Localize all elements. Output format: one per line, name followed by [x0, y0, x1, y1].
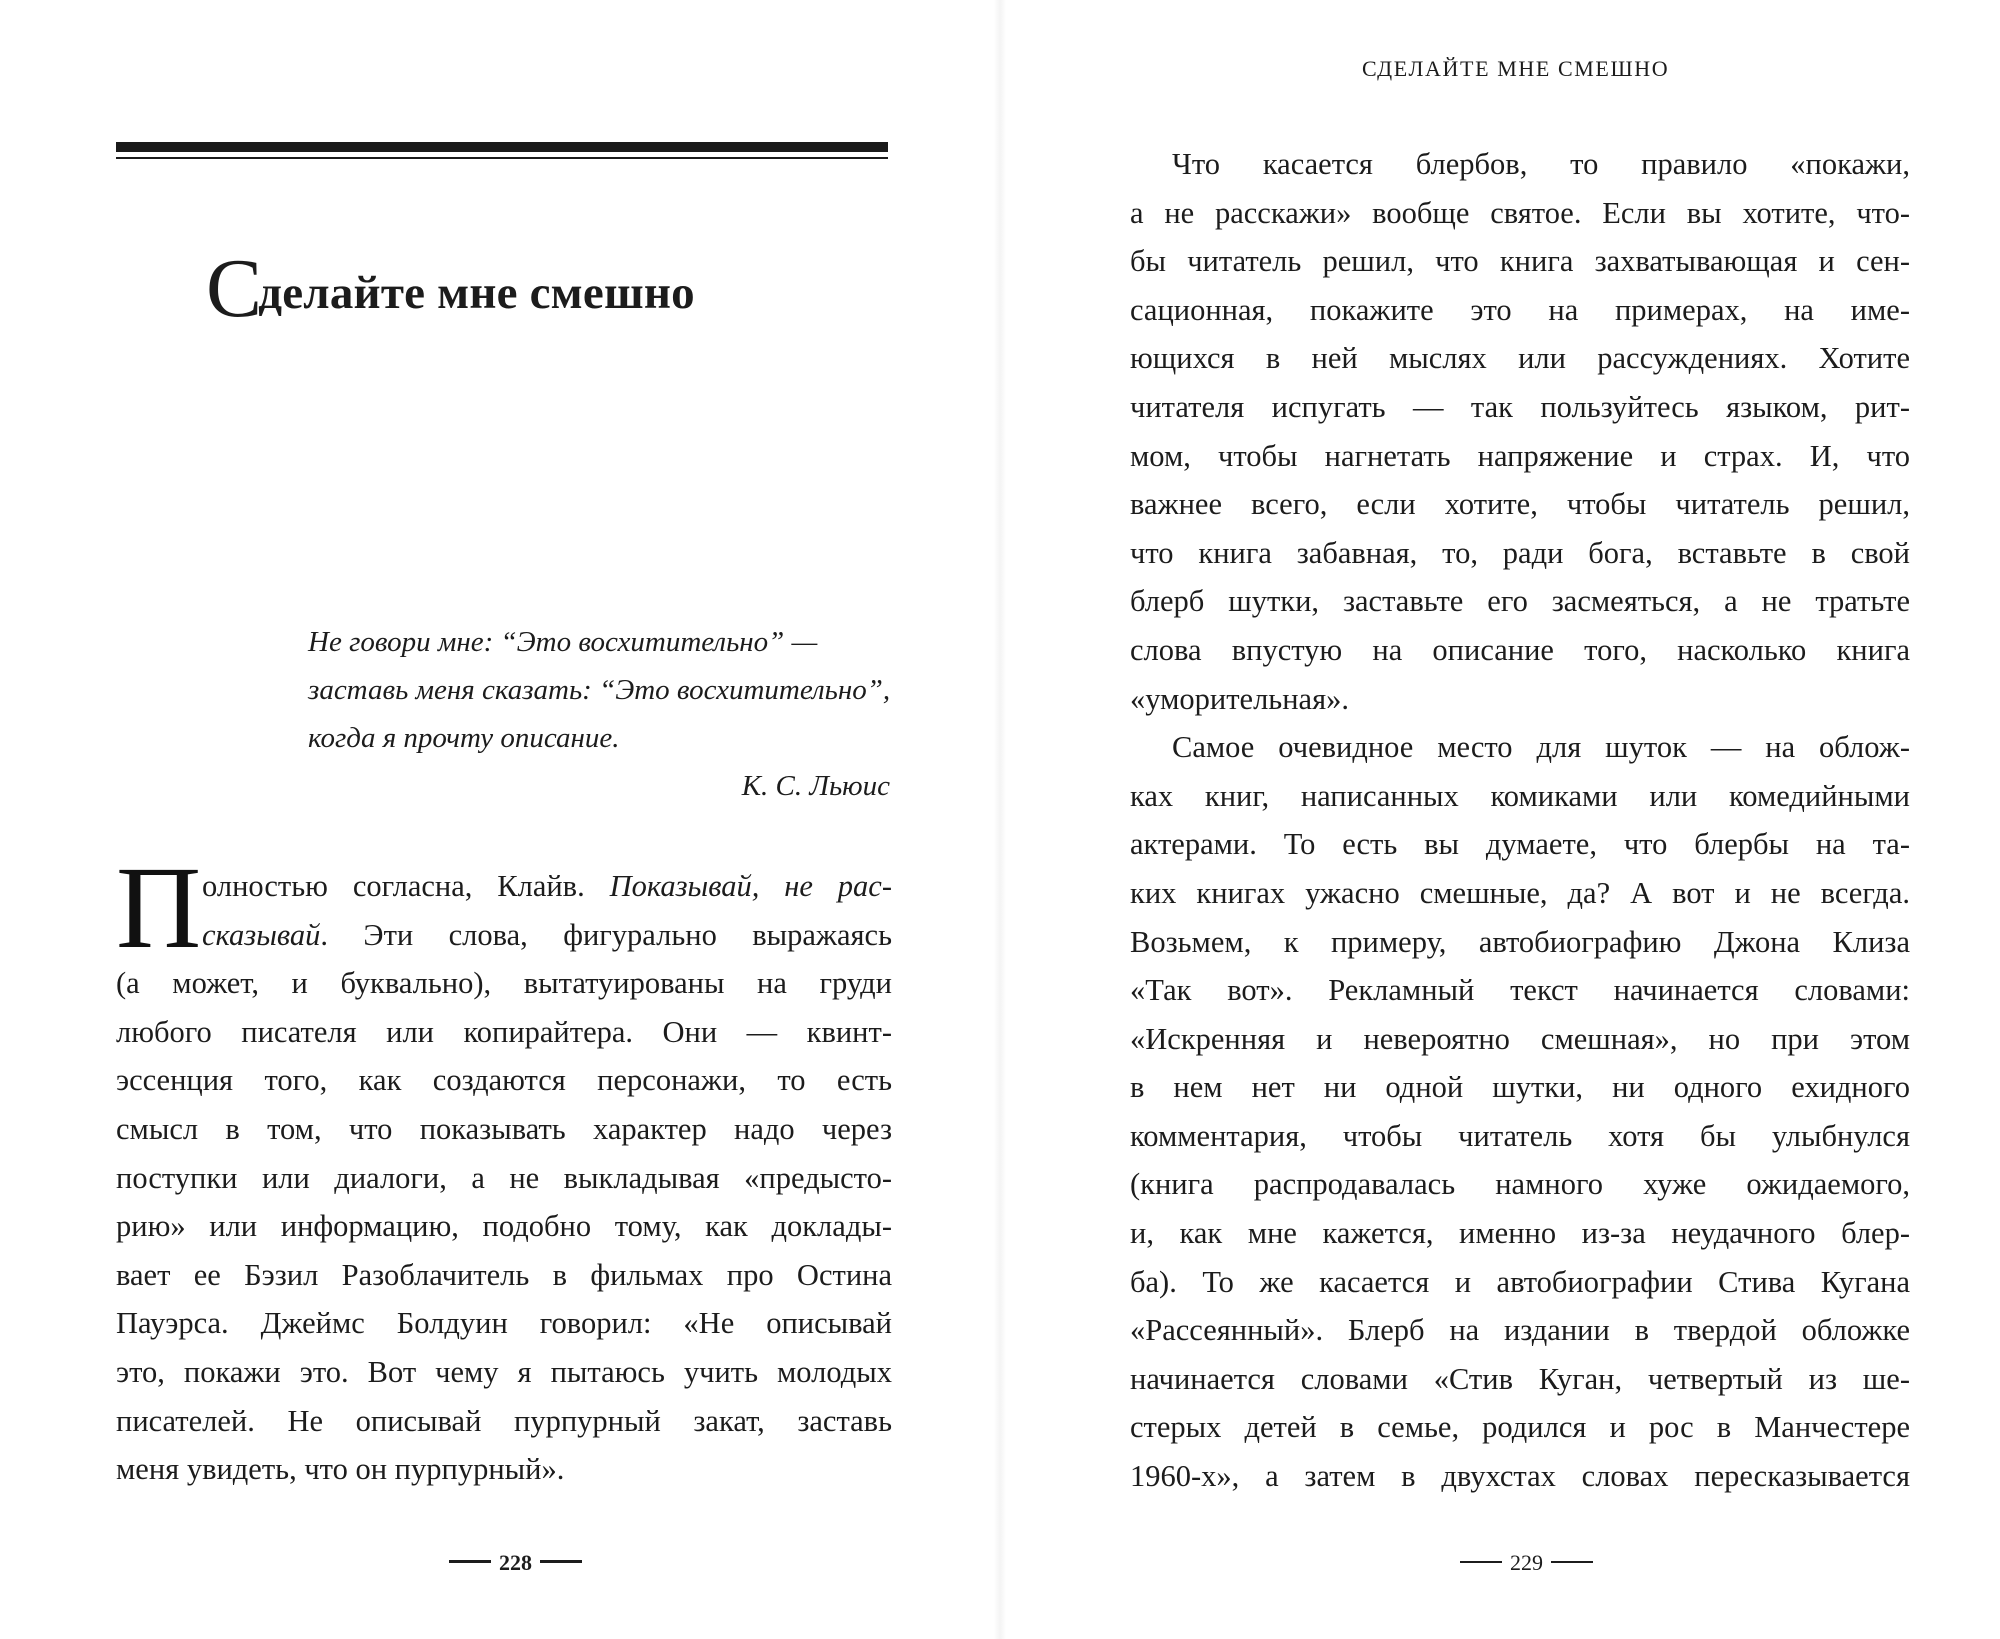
body-line: эссенция того, как создаются персонажи, то есть — [116, 1063, 892, 1098]
page-number-text: 228 — [499, 1550, 532, 1575]
folio-dash — [1551, 1561, 1593, 1563]
body-line: Пауэрса. Джеймс Болдуин говорил: «Не описывай — [116, 1306, 892, 1341]
chapter-title-initial: С — [206, 242, 263, 335]
body-line: писателей. Не описывай пурпурный закат, заставь — [116, 1403, 892, 1438]
body-line: ках книг, написанных комиками или комедийными — [1130, 778, 1910, 813]
left-body-text — [116, 862, 892, 1494]
body-line: важнее всего, если хотите, чтобы читатель решил, — [1130, 487, 1910, 522]
body-line: Самое очевидное место для шуток — на облож- — [1172, 730, 1910, 765]
body-line: ющихся в ней мыслях или рассуждениях. Хотите — [1130, 341, 1910, 376]
body-line-italic: Показывай, не рас- — [609, 869, 892, 903]
body-line: «Так вот». Рекламный текст начинается словами: — [1130, 973, 1910, 1008]
chapter-title — [206, 240, 695, 337]
body-line: ких книгах ужасно смешные, да? А вот и не всегда. — [1130, 875, 1910, 910]
body-line: актерами. То есть вы думаете, что блербы на та- — [1130, 827, 1910, 862]
page-number-left — [441, 1550, 590, 1576]
body-line: это, покажи это. Вот чему я пытаюсь учить молодых — [116, 1354, 892, 1389]
epigraph — [308, 618, 890, 810]
body-line: поступки или диалоги, а не выкладывая «предысто- — [116, 1160, 892, 1195]
body-line: Что касается блербов, то правило «покажи, — [1172, 147, 1910, 181]
folio-dash — [449, 1560, 491, 1563]
right-body-text — [1130, 140, 1910, 1501]
body-line: стерых детей в семье, родился и рос в Манчестере — [1130, 1410, 1910, 1445]
body-line: а не расскажи» вообще святое. Если вы хотите, что- — [1130, 195, 1910, 230]
page-number-text: 229 — [1510, 1550, 1543, 1575]
epigraph-line: Не говори мне: “Это восхитительно” — — [308, 626, 818, 658]
body-line: рию» или информацию, подобно тому, как доклады- — [116, 1209, 892, 1244]
chapter-title-text: делайте мне смешно — [258, 267, 695, 319]
epigraph-line: когда я прочту описание. — [308, 722, 620, 754]
epigraph-line: заставь меня сказать: “Это восхитительно”, — [308, 674, 891, 706]
chapter-top-rule — [116, 142, 888, 152]
body-line: мом, чтобы нагнетать напряжение и страх. И, что — [1130, 438, 1910, 473]
drop-cap: П — [116, 842, 202, 973]
body-line: блерб шутки, заставьте его засмеяться, а не тратьте — [1130, 584, 1910, 619]
body-line: «уморительная». — [1130, 681, 1349, 716]
body-line: (а может, и буквально), вытатуированы на груди — [116, 966, 892, 1001]
body-line: начинается словами «Стив Куган, четвертый из ше- — [1130, 1361, 1910, 1396]
body-line: и, как мне кажется, именно из-за неудачного блер- — [1130, 1216, 1910, 1251]
body-line: что книга забавная, то, ради бога, вставьте в свой — [1130, 535, 1910, 570]
running-head: СДЕЛАЙТЕ МНЕ СМЕШНО — [1362, 56, 1670, 81]
body-line: «Искренняя и невероятно смешная», но при этом — [1130, 1021, 1910, 1056]
folio-dash — [540, 1560, 582, 1563]
body-line: Возьмем, к примеру, автобиографию Джона Клиза — [1130, 924, 1910, 959]
body-line: меня увидеть, что он пурпурный». — [116, 1452, 565, 1487]
body-line: бы читатель решил, что книга захватывающая и сен- — [1130, 244, 1910, 279]
body-line: 1960-х», а затем в двухстах словах пересказывается — [1130, 1459, 1910, 1494]
body-line: сационная, покажите это на примерах, на име- — [1130, 292, 1910, 327]
body-line-part: . Эти слова, фигурально выражаясь — [320, 917, 892, 952]
chapter-top-rule-thin — [116, 157, 888, 159]
body-line: слова впустую на описание того, насколько книга — [1130, 632, 1910, 667]
body-line-part: олностью согласна, Клайв. — [202, 869, 610, 903]
body-line: смысл в том, что показывать характер надо через — [116, 1111, 892, 1146]
body-line: ба). То же касается и автобиографии Стива Кугана — [1130, 1264, 1910, 1299]
body-line: вает ее Бэзил Разоблачитель в фильмах про Остина — [116, 1257, 892, 1292]
epigraph-author: К. С. Льюис — [741, 770, 890, 802]
body-line: читателя испугать — так пользуйтесь языком, рит- — [1130, 389, 1910, 424]
page-number-right — [1452, 1550, 1601, 1576]
body-line — [116, 862, 892, 911]
body-line-italic: сказывай — [202, 917, 321, 952]
body-line: (книга распродавалась намного хуже ожидаемого, — [1130, 1167, 1910, 1202]
body-line: в нем нет ни одной шутки, ни одного ехидного — [1130, 1070, 1910, 1105]
body-line — [116, 911, 892, 960]
body-line: «Рассеянный». Блерб на издании в твердой обложке — [1130, 1313, 1910, 1348]
folio-dash — [1460, 1561, 1502, 1563]
body-line: любого писателя или копирайтера. Они — квинт- — [116, 1014, 892, 1049]
body-line: комментария, чтобы читатель хотя бы улыбнулся — [1130, 1118, 1910, 1153]
